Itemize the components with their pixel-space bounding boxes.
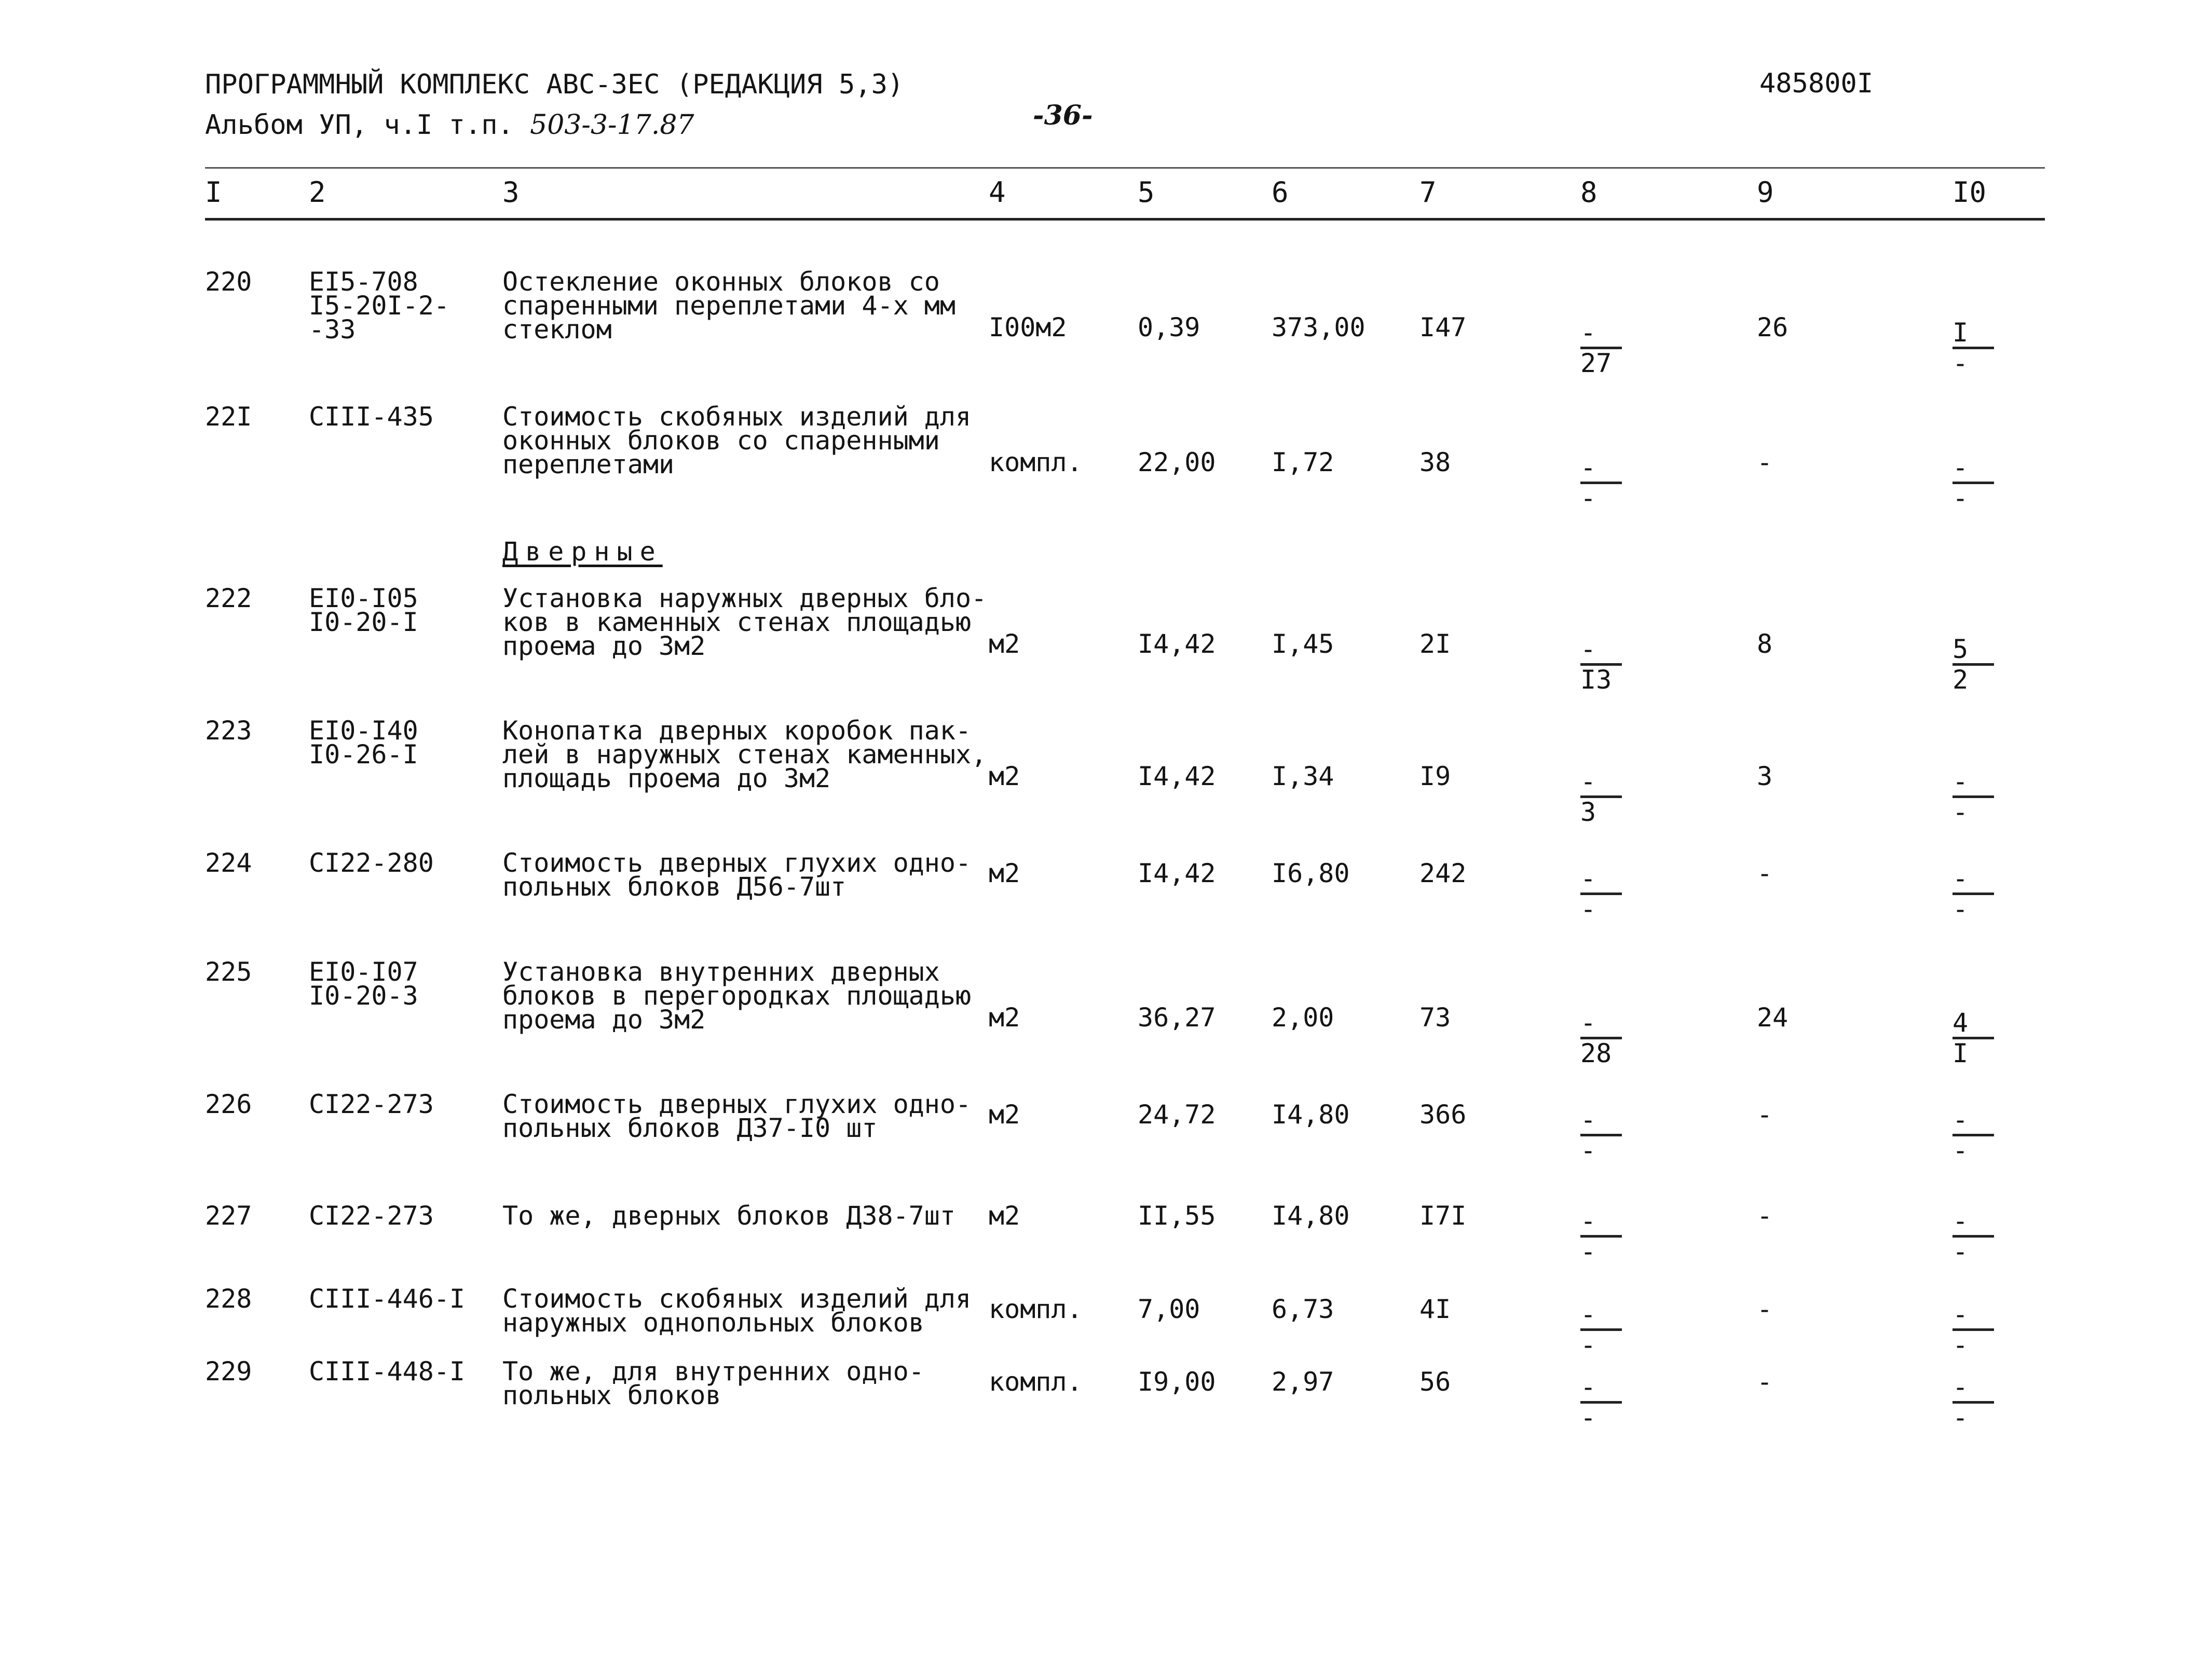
norm-code-line: EI0-I05 xyxy=(309,583,418,613)
quantity: 0,39 xyxy=(1138,312,1200,342)
column-10-fraction xyxy=(1952,766,2004,827)
column-10-fraction-numerator: - xyxy=(1952,456,1994,484)
work-description-line: Конопатка дверных коробок пак- xyxy=(502,716,972,746)
column-10-fraction xyxy=(1952,1299,2004,1360)
total-cost: 56 xyxy=(1419,1367,1451,1397)
column-8-fraction-numerator: - xyxy=(1580,321,1622,349)
column-header: I0 xyxy=(1952,176,1987,209)
album-handwritten-number: 503-3-17.87 xyxy=(530,109,694,141)
norm-code xyxy=(309,957,418,1011)
norm-code xyxy=(309,716,418,770)
unit: компл. xyxy=(989,447,1083,477)
column-8-fraction-numerator: - xyxy=(1580,1375,1622,1404)
column-8-fraction xyxy=(1580,766,1632,827)
table-top-rule xyxy=(205,167,2045,169)
norm-code-line: I0-26-I xyxy=(309,739,418,770)
column-10-fraction-denominator: I xyxy=(1952,1038,1969,1068)
column-8-fraction xyxy=(1580,863,1632,924)
column-header: 8 xyxy=(1580,176,1597,209)
work-description xyxy=(502,957,972,1035)
norm-code-line: CI22-280 xyxy=(309,848,434,878)
total-cost: 38 xyxy=(1419,447,1451,477)
norm-code-line: I5-20I-2- xyxy=(309,291,449,321)
column-10-fraction-denominator: - xyxy=(1952,1330,1969,1360)
unit-price: I6,80 xyxy=(1272,858,1350,888)
program-title: ПРОГРАММНЫЙ КОМПЛЕКС АВС-ЗЕС (РЕДАКЦИЯ 5,3) xyxy=(205,69,904,100)
column-10-fraction-numerator: 4 xyxy=(1952,1011,1994,1039)
column-9-value: - xyxy=(1757,1100,1773,1130)
total-cost: 73 xyxy=(1419,1003,1451,1033)
column-8-fraction-numerator: - xyxy=(1580,1108,1622,1136)
column-8-fraction-numerator: - xyxy=(1580,867,1622,895)
work-description-line: проема до 3м2 xyxy=(502,631,706,661)
column-10-fraction-numerator: - xyxy=(1952,1209,1994,1238)
column-10-fraction xyxy=(1952,1372,2004,1433)
unit-price: 2,97 xyxy=(1272,1367,1334,1397)
quantity: 22,00 xyxy=(1138,447,1216,477)
norm-code-line: CIII-446-I xyxy=(309,1284,466,1314)
total-cost: 2I xyxy=(1419,629,1451,659)
column-10-fraction xyxy=(1952,1206,2004,1267)
column-10-fraction-numerator: - xyxy=(1952,867,1994,895)
row-number: 22I xyxy=(205,402,252,432)
column-9-value: - xyxy=(1757,1201,1773,1231)
unit-price: 6,73 xyxy=(1272,1294,1334,1324)
column-10-fraction xyxy=(1952,452,2004,513)
column-8-fraction-numerator: - xyxy=(1580,770,1622,798)
unit: м2 xyxy=(989,1100,1020,1130)
column-9-value: 26 xyxy=(1757,312,1788,342)
column-8-fraction-denominator: - xyxy=(1580,483,1596,513)
column-8-fraction xyxy=(1580,1008,1632,1068)
column-10-fraction-denominator: - xyxy=(1952,1135,1969,1165)
column-10-fraction-denominator: 2 xyxy=(1952,665,1969,695)
column-10-fraction xyxy=(1952,1105,2004,1165)
norm-code-line: I0-20-3 xyxy=(309,981,418,1011)
column-8-fraction-numerator: - xyxy=(1580,1302,1622,1331)
norm-code-line: CIII-435 xyxy=(309,402,434,432)
unit: I00м2 xyxy=(989,312,1067,342)
total-cost: 4I xyxy=(1419,1294,1451,1324)
work-description-line: То же, для внутренних одно- xyxy=(502,1356,924,1387)
work-description xyxy=(502,267,955,345)
quantity: I9,00 xyxy=(1138,1367,1216,1397)
quantity: I4,42 xyxy=(1138,761,1216,791)
work-description-line: польных блоков Д56-7шт xyxy=(502,872,846,902)
column-10-fraction-numerator: - xyxy=(1952,1108,1994,1136)
work-description-line: переплетами xyxy=(502,449,675,479)
work-description-line: проема до 3м2 xyxy=(502,1005,706,1035)
column-8-fraction xyxy=(1580,1105,1632,1165)
unit-price: I,45 xyxy=(1272,629,1334,659)
column-9-value: 24 xyxy=(1757,1003,1788,1033)
column-header: I xyxy=(205,176,222,209)
norm-code xyxy=(309,583,418,637)
column-8-fraction xyxy=(1580,1206,1632,1267)
column-10-fraction-numerator: 5 xyxy=(1952,637,1994,666)
norm-code-line: EI5-708 xyxy=(309,267,418,297)
column-9-value: 3 xyxy=(1757,761,1773,791)
quantity: I4,42 xyxy=(1138,629,1216,659)
work-description-line: спаренными переплетами 4-х мм xyxy=(502,291,955,321)
work-description-line: Стоимость дверных глухих одно- xyxy=(502,848,972,878)
row-number: 227 xyxy=(205,1201,252,1231)
column-8-fraction-denominator: - xyxy=(1580,1135,1596,1165)
work-description-line: То же, дверных блоков Д38-7шт xyxy=(502,1201,955,1231)
work-description-line: польных блоков xyxy=(502,1380,721,1410)
unit: м2 xyxy=(989,629,1020,659)
column-8-fraction xyxy=(1580,1299,1632,1360)
column-10-fraction xyxy=(1952,863,2004,924)
document-number: 485800I xyxy=(1759,68,1874,99)
unit: компл. xyxy=(989,1294,1083,1324)
work-description xyxy=(502,402,972,479)
total-cost: 242 xyxy=(1419,858,1467,888)
column-8-fraction-denominator: - xyxy=(1580,1330,1596,1360)
work-description-line: площадь проема до 3м2 xyxy=(502,763,831,793)
work-description xyxy=(502,716,987,793)
work-description-line: польных блоков Д37-I0 шт xyxy=(502,1113,878,1143)
norm-code-line: CI22-273 xyxy=(309,1089,434,1119)
column-10-fraction-denominator: - xyxy=(1952,1403,1969,1433)
total-cost: 366 xyxy=(1419,1100,1467,1130)
quantity: 7,00 xyxy=(1138,1294,1200,1324)
row-number: 223 xyxy=(205,716,252,746)
column-10-fraction-numerator: - xyxy=(1952,1302,1994,1331)
column-8-fraction-numerator: - xyxy=(1580,1011,1622,1039)
work-description-line: Стоимость скобяных изделий для xyxy=(502,1284,972,1314)
work-description-line: стеклом xyxy=(502,314,612,345)
norm-code xyxy=(309,1356,466,1387)
work-description xyxy=(502,1089,972,1143)
column-10-fraction-denominator: - xyxy=(1952,894,1969,924)
column-8-fraction xyxy=(1580,634,1632,695)
column-10-fraction-denominator: - xyxy=(1952,348,1969,378)
work-description xyxy=(502,583,987,661)
norm-code-line: CI22-273 xyxy=(309,1201,434,1231)
column-header: 3 xyxy=(502,176,520,209)
work-description-line: лей в наружных стенах каменных, xyxy=(502,739,987,770)
work-description-line: Установка внутренних дверных xyxy=(502,957,940,987)
norm-code-line: CIII-448-I xyxy=(309,1356,466,1387)
work-description-line: Остекление оконных блоков со xyxy=(502,267,940,297)
column-header: 6 xyxy=(1272,176,1289,209)
column-8-fraction-denominator: - xyxy=(1580,894,1596,924)
column-8-fraction-numerator: - xyxy=(1580,637,1622,666)
column-9-value: - xyxy=(1757,1294,1773,1324)
column-8-fraction xyxy=(1580,1372,1632,1433)
total-cost: I47 xyxy=(1419,312,1467,342)
column-10-fraction-numerator: - xyxy=(1952,770,1994,798)
table-header-rule xyxy=(205,218,2045,221)
norm-code xyxy=(309,848,434,878)
row-number: 222 xyxy=(205,583,252,613)
column-header: 9 xyxy=(1757,176,1774,209)
column-9-value: 8 xyxy=(1757,629,1773,659)
work-description-line: блоков в перегородках площадью xyxy=(502,981,972,1011)
norm-code xyxy=(309,1284,466,1314)
norm-code-line: EI0-I40 xyxy=(309,716,418,746)
unit-price: 2,00 xyxy=(1272,1003,1334,1033)
column-10-fraction xyxy=(1952,318,2004,378)
column-9-value: - xyxy=(1757,858,1773,888)
column-header: 5 xyxy=(1138,176,1155,209)
work-description xyxy=(502,1201,955,1231)
work-description-line: оконных блоков со спаренными xyxy=(502,425,940,456)
page-number: -36- xyxy=(1033,100,1093,131)
column-8-fraction-denominator: - xyxy=(1580,1403,1596,1433)
work-description-line: Стоимость скобяных изделий для xyxy=(502,402,972,432)
column-header: 4 xyxy=(989,176,1006,209)
work-description xyxy=(502,848,972,902)
column-header: 7 xyxy=(1419,176,1437,209)
total-cost: I9 xyxy=(1419,761,1451,791)
work-description-line: Установка наружных дверных бло- xyxy=(502,583,987,613)
album-line xyxy=(205,109,694,141)
norm-code xyxy=(309,267,449,345)
column-9-value: - xyxy=(1757,447,1773,477)
unit: м2 xyxy=(989,761,1020,791)
unit: м2 xyxy=(989,858,1020,888)
unit: м2 xyxy=(989,1201,1020,1231)
norm-code xyxy=(309,1201,434,1231)
row-number: 220 xyxy=(205,267,252,297)
column-10-fraction-denominator: - xyxy=(1952,797,1969,827)
total-cost: I7I xyxy=(1419,1201,1467,1231)
column-10-fraction-numerator: I xyxy=(1952,321,1994,349)
column-10-fraction xyxy=(1952,634,2004,695)
work-description xyxy=(502,1356,924,1410)
column-9-value: - xyxy=(1757,1367,1773,1397)
quantity: I4,42 xyxy=(1138,858,1216,888)
column-header: 2 xyxy=(309,176,326,209)
unit-price: 373,00 xyxy=(1272,312,1366,342)
unit: компл. xyxy=(989,1367,1083,1397)
row-number: 225 xyxy=(205,957,252,987)
column-8-fraction-denominator: 28 xyxy=(1580,1038,1612,1068)
row-number: 229 xyxy=(205,1356,252,1387)
album-label: Альбом УП, ч.I т.п. xyxy=(205,109,514,141)
norm-code xyxy=(309,402,434,432)
unit: м2 xyxy=(989,1003,1020,1033)
column-10-fraction-denominator: - xyxy=(1952,483,1969,513)
column-8-fraction-numerator: - xyxy=(1580,1209,1622,1238)
column-8-fraction-denominator: 3 xyxy=(1580,797,1596,827)
column-8-fraction xyxy=(1580,452,1632,513)
norm-code-line: -33 xyxy=(309,314,356,345)
row-number: 226 xyxy=(205,1089,252,1119)
column-10-fraction-numerator: - xyxy=(1952,1375,1994,1404)
section-title: Дверные xyxy=(502,537,663,567)
unit-price: I4,80 xyxy=(1272,1100,1350,1130)
row-number: 224 xyxy=(205,848,252,878)
unit-price: I,72 xyxy=(1272,447,1334,477)
column-8-fraction-denominator: I3 xyxy=(1580,665,1612,695)
norm-code-line: EI0-I07 xyxy=(309,957,418,987)
column-8-fraction xyxy=(1580,318,1632,378)
work-description xyxy=(502,1284,972,1338)
row-number: 228 xyxy=(205,1284,252,1314)
unit-price: I,34 xyxy=(1272,761,1334,791)
norm-code-line: I0-20-I xyxy=(309,607,418,637)
work-description-line: ков в каменных стенах площадью xyxy=(502,607,972,637)
work-description-line: наружных однопольных блоков xyxy=(502,1308,924,1338)
work-description-line: Стоимость дверных глухих одно- xyxy=(502,1089,972,1119)
column-10-fraction-denominator: - xyxy=(1952,1237,1969,1267)
column-8-fraction-denominator: 27 xyxy=(1580,348,1612,378)
column-8-fraction-denominator: - xyxy=(1580,1237,1596,1267)
quantity: II,55 xyxy=(1138,1201,1216,1231)
norm-code xyxy=(309,1089,434,1119)
column-10-fraction xyxy=(1952,1008,2004,1068)
unit-price: I4,80 xyxy=(1272,1201,1350,1231)
quantity: 36,27 xyxy=(1138,1003,1216,1033)
column-8-fraction-numerator: - xyxy=(1580,456,1622,484)
quantity: 24,72 xyxy=(1138,1100,1216,1130)
